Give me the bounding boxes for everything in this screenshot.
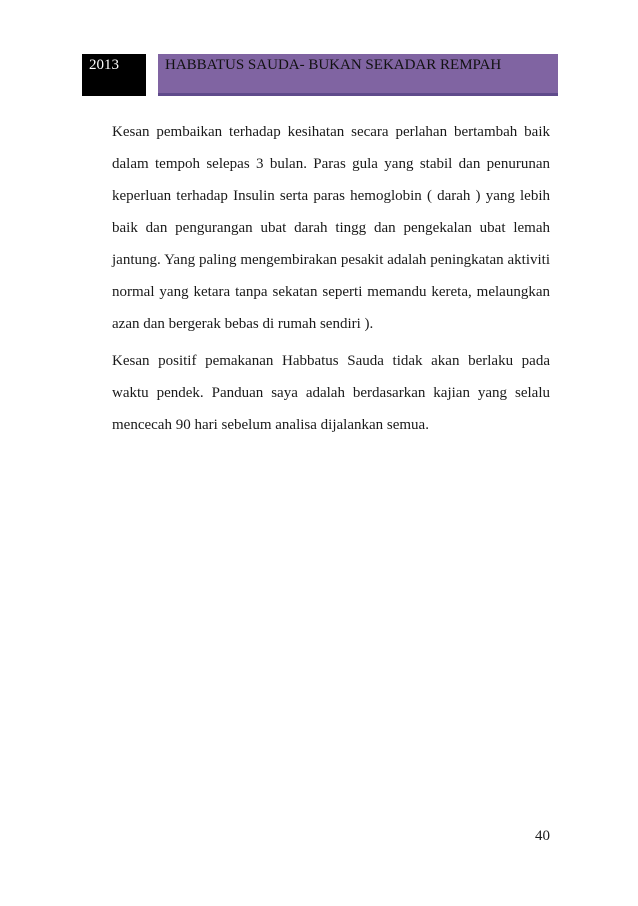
header-year: 2013 (82, 54, 146, 96)
paragraph-1: Kesan pembaikan terhadap kesihatan secara perlahan bertambah baik dalam tempoh selepas 3 bulan. Paras gula yang stabil dan penurunan keperluan terhadap Insulin serta paras hemoglobin ( darah ) yang lebih baik dan pengurangan ubat darah tingg dan pengekalan ubat lemah jantung. Yang paling mengembirakan pesakit adalah peningkatan aktiviti normal yang ketara tanpa sekatan seperti memandu kereta, melaungkan azan dan bergerak bebas di rumah sendiri ). (112, 124, 550, 332)
header-title: HABBATUS SAUDA- BUKAN SEKADAR REMPAH (158, 54, 558, 96)
page-number: 40 (535, 828, 550, 844)
page-header (82, 54, 558, 96)
paragraph-2: Kesan positif pemakanan Habbatus Sauda tidak akan berlaku pada waktu pendek. Panduan saya adalah berdasarkan kajian yang selalu mencecah 90 hari sebelum analisa dijalankan semua. (112, 353, 550, 433)
body-text (112, 116, 550, 446)
